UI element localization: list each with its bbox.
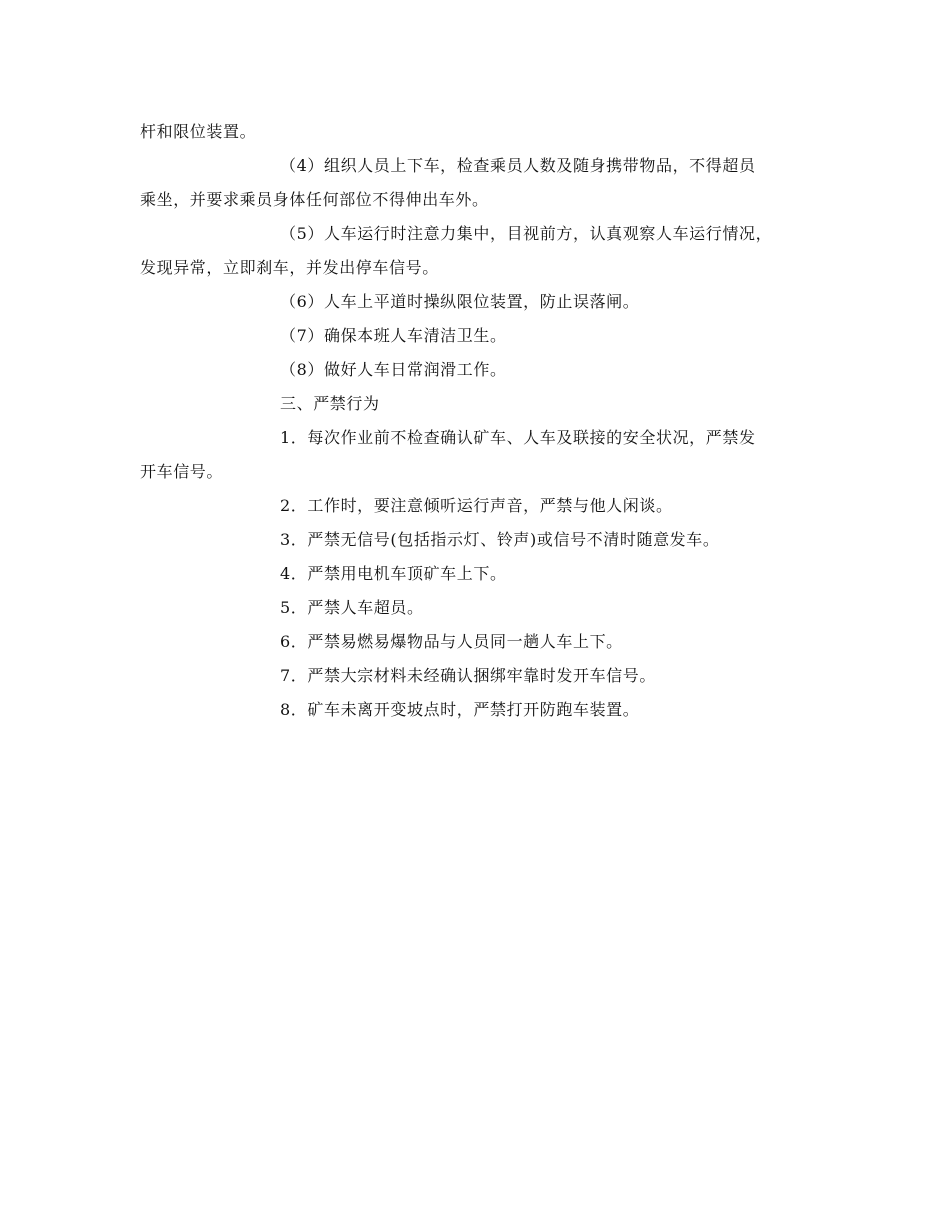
text-line: 开车信号。 <box>140 462 224 481</box>
text-line: 7．严禁大宗材料未经确认捆绑牢靠时发开车信号。 <box>280 666 656 685</box>
text-line: 2．工作时，要注意倾听运行声音，严禁与他人闲谈。 <box>280 496 673 515</box>
text-line: （7）确保本班人车清洁卫生。 <box>280 326 507 345</box>
text-line: （4）组织人员上下车，检查乘员人数及随身携带物品，不得超员 <box>280 156 756 175</box>
text-line: （5）人车运行时注意力集中，目视前方，认真观察人车运行情况， <box>280 224 773 243</box>
text-line: 乘坐，并要求乘员身体任何部位不得伸出车外。 <box>140 190 489 209</box>
text-line: 3．严禁无信号(包括指示灯、铃声)或信号不清时随意发车。 <box>280 530 720 549</box>
text-line: 4．严禁用电机车顶矿车上下。 <box>280 564 507 583</box>
text-line: 6．严禁易燃易爆物品与人员同一趟人车上下。 <box>280 632 623 651</box>
text-line: 杆和限位装置。 <box>140 122 257 141</box>
text-line: 8．矿车未离开变坡点时，严禁打开防跑车装置。 <box>280 700 640 719</box>
document-body <box>140 115 840 727</box>
text-line: 发现异常，立即刹车，并发出停车信号。 <box>140 258 439 277</box>
text-line: （6）人车上平道时操纵限位装置，防止误落闸。 <box>280 292 640 311</box>
text-line: （8）做好人车日常润滑工作。 <box>280 360 507 379</box>
section-heading: 三、严禁行为 <box>280 394 380 413</box>
text-line: 5．严禁人车超员。 <box>280 598 424 617</box>
text-line: 1．每次作业前不检查确认矿车、人车及联接的安全状况，严禁发 <box>280 428 756 447</box>
